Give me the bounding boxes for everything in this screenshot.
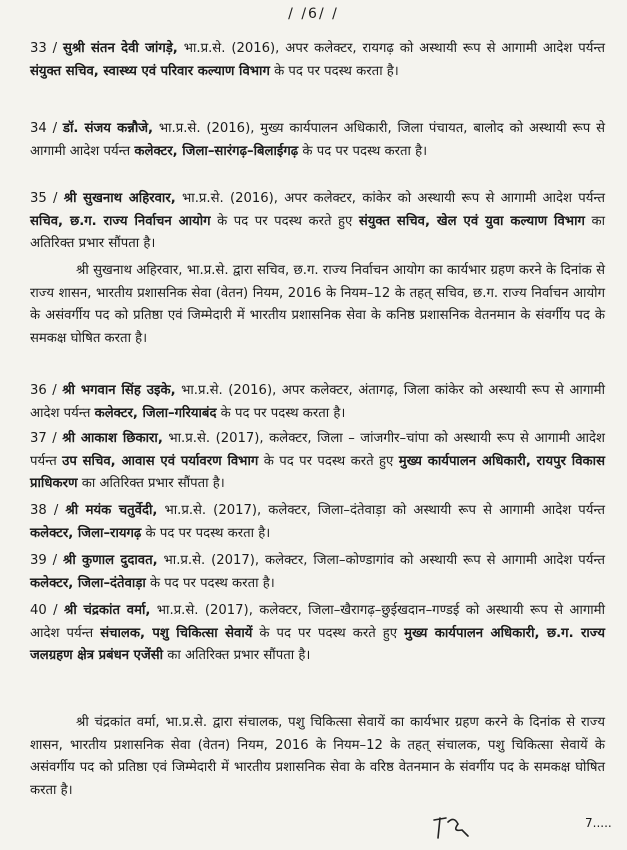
paragraph-text: के पद पर पदस्थ करते हुए (210, 213, 359, 229)
officer-name: श्री भगवान सिंह उइके, (62, 383, 176, 398)
item-number: 34 / (30, 121, 58, 136)
next-page-marker: 7..... (585, 816, 612, 830)
paragraph-text: के पद पर पदस्थ करता है। (145, 575, 275, 591)
officer-name: श्री आकाश छिकारा, (62, 431, 163, 446)
posting-title: संयुक्त सचिव, स्वास्थ्य एवं परिवार कल्याण विभाग (30, 63, 270, 79)
posting-title: उप सचिव, आवास एवं पर्यावरण विभाग (62, 453, 259, 469)
posting-title: कलेक्टर, जिला–दंतेवाड़ा (30, 575, 146, 591)
order-paragraph-34 (30, 118, 605, 163)
paragraph-text: भा.प्र.से. (2016), मुख्य कार्यपालन अधिकारी, जिला पंचायत, बालोद को अस्थायी रूप से आगामी आदेश पर्यन्त (30, 121, 605, 159)
officer-name: सुश्री संतन देवी जांगड़े, (63, 41, 178, 56)
paragraph-text: का अतिरिक्त प्रभार सौंपता है। (77, 476, 225, 491)
paragraph-text: के पद पर पदस्थ करता है। (298, 143, 428, 159)
paragraph-text: के पद पर पदस्थ करते हुए (258, 453, 399, 469)
page-number: / /6/ / (288, 6, 339, 22)
additional-charge: मुख्य कार्यपालन अधिकारी, रायपुर विकास प्राधिकरण (30, 453, 605, 491)
additional-charge: संयुक्त सचिव, खेल एवं युवा कल्याण विभाग (358, 213, 585, 229)
paragraph-text: का अतिरिक्त प्रभार सौंपता है। (163, 648, 311, 663)
item-number: 36 / (30, 383, 57, 398)
paragraph-text: भा.प्र.से. (2017), कलेक्टर, जिला–कोण्डागांव को अस्थायी रूप से आगामी आदेश पर्यन्त (157, 553, 605, 568)
order-paragraph-40 (30, 600, 605, 668)
officer-name: श्री मयंक चतुर्वेदी, (65, 503, 158, 518)
paragraph-text: भा.प्र.से. (2016), अपर कलेक्टर, कांकेर को अस्थायी रूप से आगामी आदेश पर्यन्त (175, 191, 605, 206)
paragraph-text: के पद पर पदस्थ करता है। (216, 405, 346, 421)
posting-title: सचिव, छ.ग. राज्य निर्वाचन आयोग (30, 213, 211, 229)
item-number: 35 / (30, 191, 58, 206)
paragraph-text: भा.प्र.से. (2017), कलेक्टर, जिला – जांजगीर–चांपा को अस्थायी रूप से आगामी आदेश पर्यन्त (30, 431, 605, 469)
officer-name: श्री चंद्रकांत वर्मा, (64, 603, 151, 618)
paragraph-text: भा.प्र.से. (2017), कलेक्टर, जिला–खैरागढ़–छुईखदान–गण्डई को अस्थायी रूप से आगामी आदेश पर्यन्त (30, 603, 605, 641)
paragraph-text: के पद पर पदस्थ करता है। (141, 525, 271, 541)
officer-name: श्री कुणाल दुदावत, (63, 553, 158, 568)
paragraph-text: भा.प्र.से. (2017), कलेक्टर, जिला–दंतेवाड़ा को अस्थायी रूप से आगामी आदेश पर्यन्त (157, 503, 606, 518)
note-paragraph-40: श्री चंद्रकांत वर्मा, भा.प्र.से. द्वारा संचालक, पशु चिकित्सा सेवायें का कार्यभार ग्रहण करने के दिनांक से राज्य शासन, भारतीय प्रशासनिक सेवा (वेतन) नियम, 2016 के नियम–12 के तहत् संचालक, पशु चिकित्सा सेवायें के असंवर्गीय पद को प्रतिष्ठा एवं जिम्मेदारी में भारतीय प्रशासनिक सेवा के वरिष्ठ वेतनमान के संवर्गीय पद के समकक्ष घोषित करता है। (30, 715, 605, 798)
posting-title: कलेक्टर, जिला–गरियाबंद (94, 405, 217, 421)
officer-name: श्री सुखनाथ अहिरवार, (63, 191, 176, 206)
order-paragraph-39 (30, 550, 605, 595)
item-number: 38 / (30, 503, 59, 518)
additional-charge: मुख्य कार्यपालन अधिकारी, छ.ग. राज्य जलग्रहण क्षेत्र प्रबंधन एजेंसी (30, 625, 606, 663)
order-paragraph-38 (30, 500, 605, 545)
posting-title: कलेक्टर, जिला–रायगढ़ (30, 525, 142, 541)
paragraph-text: का अतिरिक्त प्रभार सौंपता है। (30, 213, 605, 251)
paragraph-text: के पद पर पदस्थ करते हुए (252, 625, 405, 641)
paragraph-text: के पद पर पदस्थ करता है। (269, 63, 399, 79)
item-number: 40 / (30, 603, 58, 618)
paragraph-text: भा.प्र.से. (2016), अपर कलेक्टर, अंतागढ़, जिला कांकेर को अस्थायी रूप से आगामी आदेश पर्यन्त (30, 383, 605, 421)
note-paragraph-35: श्री सुखनाथ अहिरवार, भा.प्र.से. द्वारा सचिव, छ.ग. राज्य निर्वाचन आयोग का कार्यभार ग्रहण करने के दिनांक से राज्य शासन, भारतीय प्रशासनिक सेवा (वेतन) नियम, 2016 के नियम–12 के तहत् सचिव, छ.ग. राज्य निर्वाचन आयोग के असंवर्गीय पद को प्रतिष्ठा एवं जिम्मेदारी में भारतीय प्रशासनिक सेवा के कनिष्ठ प्रशासनिक वेतनमान के संवर्गीय पद के समकक्ष घोषित करता है। (30, 263, 605, 346)
signature-initials (432, 812, 472, 842)
item-number: 39 / (30, 553, 58, 568)
officer-name: डॉ. संजय कन्नौजे, (62, 121, 154, 136)
order-paragraph-37 (30, 428, 605, 496)
order-paragraph-33 (30, 38, 605, 83)
item-number: 37 / (30, 431, 57, 446)
posting-title: संचालक, पशु चिकित्सा सेवायें (100, 625, 253, 641)
order-paragraph-36 (30, 380, 605, 425)
order-paragraph-35 (30, 188, 605, 256)
item-number: 33 / (30, 41, 58, 56)
paragraph-text: भा.प्र.से. (2016), अपर कलेक्टर, रायगढ़ को अस्थायी रूप से आगामी आदेश पर्यन्त (177, 41, 605, 56)
posting-title: कलेक्टर, जिला–सारंगढ़–बिलाईगढ़ (134, 143, 299, 159)
